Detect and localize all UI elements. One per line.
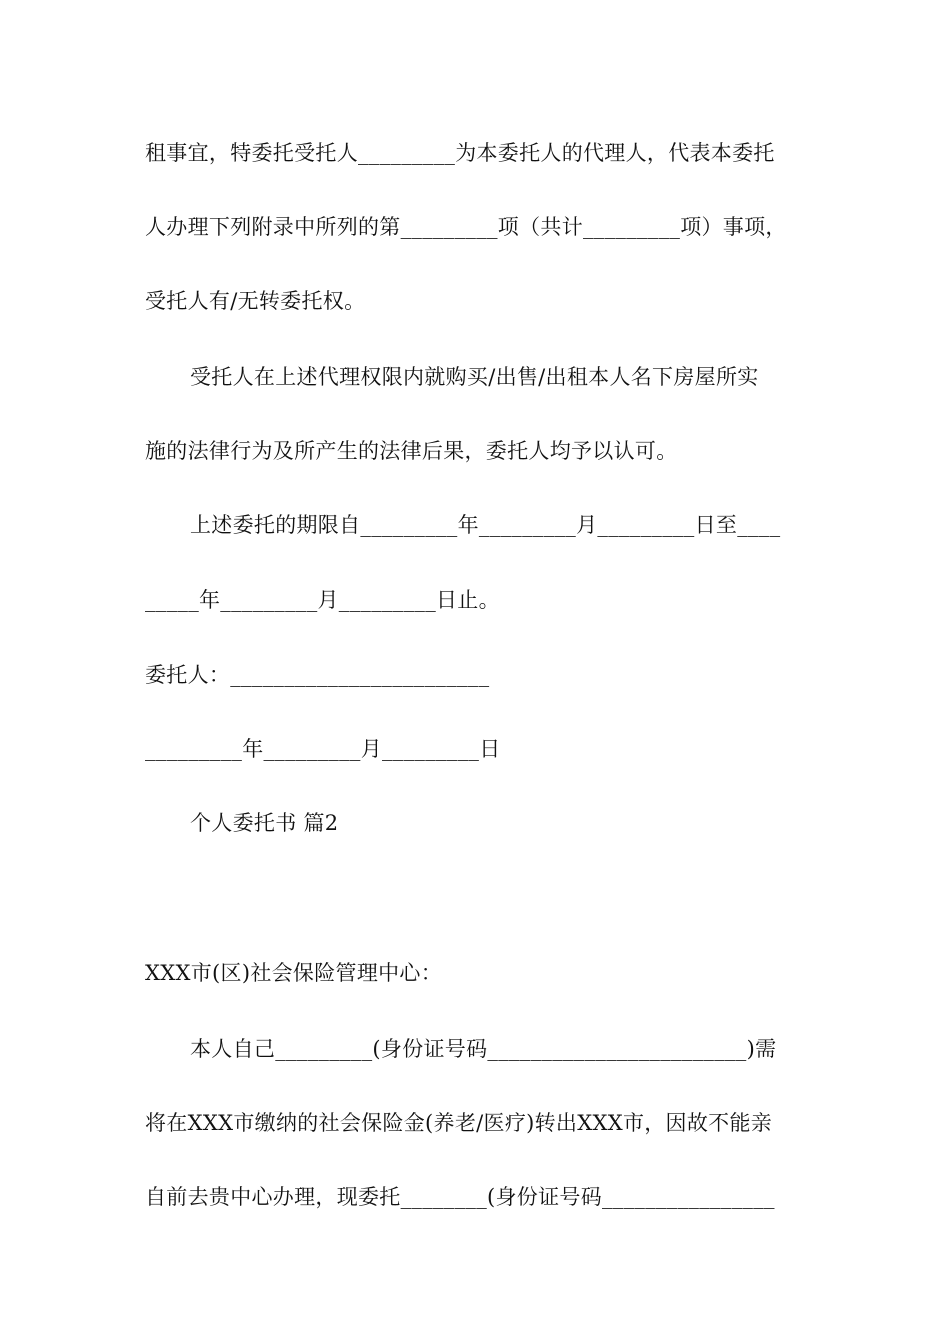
paragraph-line-8: 本人自己_________(身份证号码________________________)需	[190, 1037, 777, 1061]
paragraph-line-1: 租事宜，特委托受托人_________为本委托人的代理人，代表本委托	[145, 141, 775, 165]
paragraph-line-6: 上述委托的期限自_________年_________月_________日至____	[190, 513, 781, 537]
section-title: 个人委托书 篇2	[190, 811, 339, 835]
paragraph-line-10: 自前去贵中心办理，现委托________(身份证号码________________	[145, 1185, 775, 1209]
addressee-line: XXX市(区)社会保险管理中心：	[145, 961, 443, 985]
paragraph-line-3: 受托人有/无转委托权。	[145, 289, 366, 313]
date-line: _________年_________月_________日	[145, 737, 501, 761]
paragraph-line-5: 施的法律行为及所产生的法律后果，委托人均予以认可。	[145, 439, 678, 463]
paragraph-line-9: 将在XXX市缴纳的社会保险金(养老/医疗)转出XXX市，因故不能亲	[145, 1111, 773, 1135]
paragraph-line-7: _____年_________月_________日止。	[145, 588, 500, 612]
paragraph-line-4: 受托人在上述代理权限内就购买/出售/出租本人名下房屋所实	[190, 365, 759, 389]
principal-signature-line: 委托人：________________________	[145, 663, 490, 687]
paragraph-line-2: 人办理下列附录中所列的第_________项（共计_________项）事项，	[145, 215, 787, 239]
